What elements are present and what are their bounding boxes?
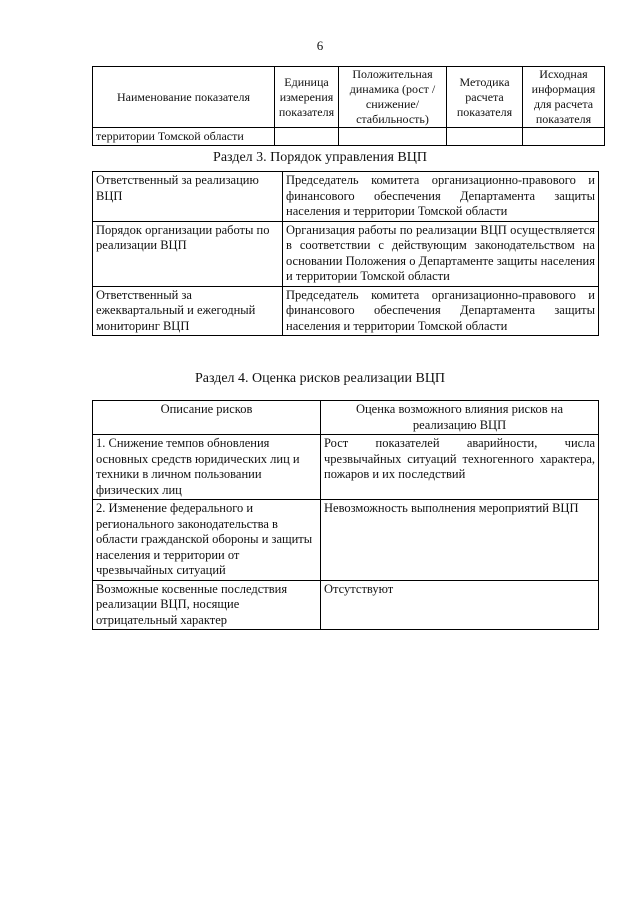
header-risk-description: Описание рисков bbox=[93, 401, 321, 435]
header-indicator-name: Наименование показателя bbox=[93, 67, 275, 128]
section4-title: Раздел 4. Оценка рисков реализации ВЦП bbox=[194, 371, 446, 386]
management-value: Организация работы по реализации ВЦП осуществляется в соответствии с действующим законодательством на основании Положения о Департаменте защиты населения и территории Томской области bbox=[283, 221, 599, 286]
risk-impact: Отсутствуют bbox=[321, 580, 599, 630]
indicators-header-row bbox=[93, 67, 605, 128]
risk-description: 2. Изменение федерального и регионального законодательства в области гражданской обороны и защиты населения и территории от чрезвычайных ситуаций bbox=[93, 500, 321, 581]
management-label: Ответственный за реализацию ВЦП bbox=[93, 172, 283, 222]
table-row bbox=[93, 435, 599, 500]
risks-header-row bbox=[93, 401, 599, 435]
risks-table bbox=[92, 400, 599, 630]
table-row bbox=[93, 580, 599, 630]
management-value: Председатель комитета организационно-правового и финансового обеспечения Департамента защиты населения и территории Томской области bbox=[283, 286, 599, 336]
management-table bbox=[92, 171, 599, 336]
table-row bbox=[93, 286, 599, 336]
header-unit: Единица измерения показателя bbox=[275, 67, 339, 128]
table-cell bbox=[523, 128, 605, 146]
table-cell bbox=[275, 128, 339, 146]
management-label: Ответственный за ежеквартальный и ежегодный мониторинг ВЦП bbox=[93, 286, 283, 336]
table-cell: территории Томской области bbox=[93, 128, 275, 146]
header-method: Методика расчета показателя bbox=[447, 67, 523, 128]
table-row bbox=[93, 172, 599, 222]
header-dynamics: Положительная динамика (рост / снижение/ стабильность) bbox=[339, 67, 447, 128]
header-source: Исходная информация для расчета показателя bbox=[523, 67, 605, 128]
header-risk-impact: Оценка возможного влияния рисков на реализацию ВЦП bbox=[321, 401, 599, 435]
risk-impact: Невозможность выполнения мероприятий ВЦП bbox=[321, 500, 599, 581]
table-row bbox=[93, 221, 599, 286]
table-row bbox=[93, 128, 605, 146]
table-cell bbox=[447, 128, 523, 146]
risk-description: Возможные косвенные последствия реализации ВЦП, носящие отрицательный характер bbox=[93, 580, 321, 630]
table-row bbox=[93, 500, 599, 581]
section3-title: Раздел 3. Порядок управления ВЦП bbox=[213, 150, 427, 165]
table-cell bbox=[339, 128, 447, 146]
management-value: Председатель комитета организационно-правового и финансового обеспечения Департамента защиты населения и территории Томской области bbox=[283, 172, 599, 222]
indicators-table bbox=[92, 66, 605, 146]
page-number: 6 bbox=[316, 38, 324, 53]
risk-description: 1. Снижение темпов обновления основных средств юридических лиц и техники в личном пользовании физических лиц bbox=[93, 435, 321, 500]
management-label: Порядок организации работы по реализации ВЦП bbox=[93, 221, 283, 286]
risk-impact: Рост показателей аварийности, числа чрезвычайных ситуаций техногенного характера, пожаров и их последствий bbox=[321, 435, 599, 500]
